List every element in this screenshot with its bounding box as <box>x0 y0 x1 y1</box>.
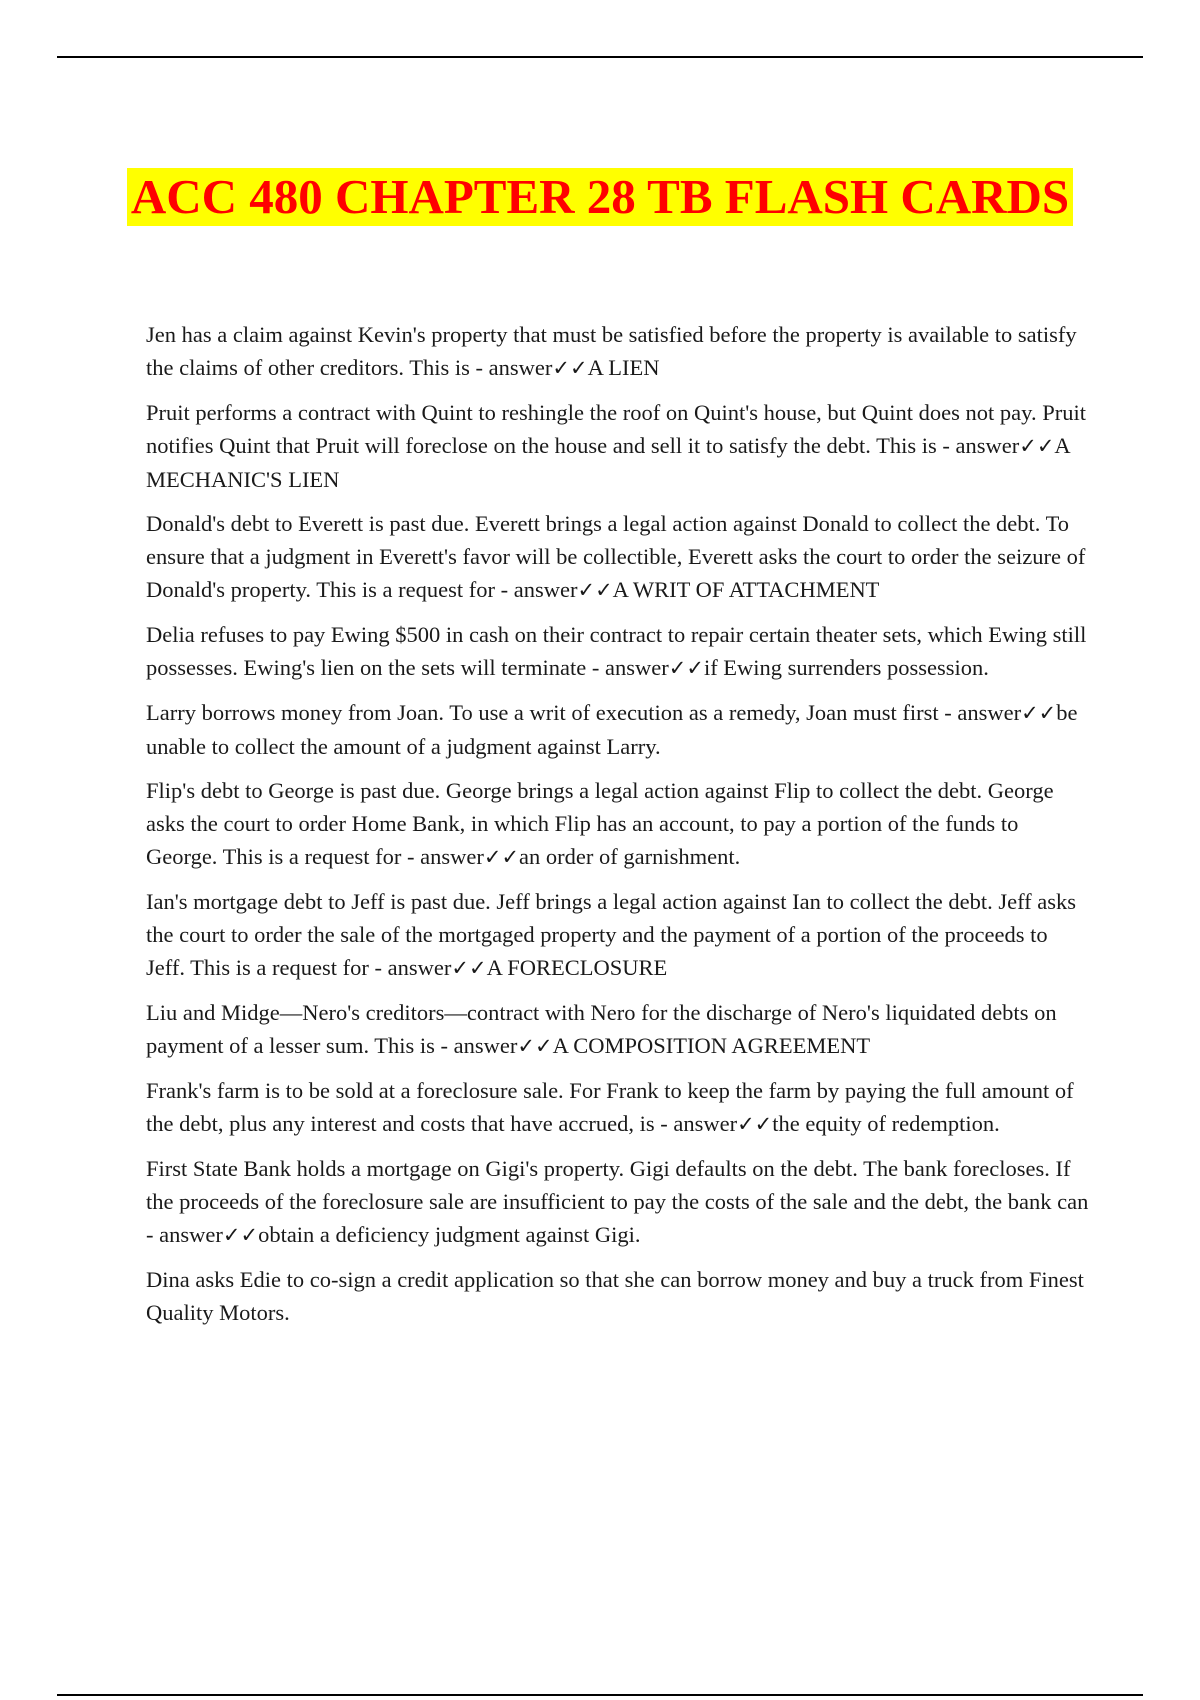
card-question: First State Bank holds a mortgage on Gigi's property. Gigi defaults on the debt. The bank forecloses. If the proceeds of the foreclosure sale are insufficient to pay the costs of the sale and the debt, the bank can - <box>146 1156 1089 1247</box>
double-check-icon: ✓✓ <box>668 656 704 680</box>
answer-prefix: answer <box>159 1222 223 1247</box>
flash-card <box>146 1152 1090 1252</box>
card-question: Frank's farm is to be sold at a foreclosure sale. For Frank to keep the farm by paying the full amount of the debt, plus any interest and costs that have accrued, is - <box>146 1078 1074 1136</box>
card-question: Flip's debt to George is past due. George brings a legal action against Flip to collect the debt. George asks the court to order Home Bank, in which Flip has an account, to pay a portion of the funds to George. This is a request for - <box>146 778 1054 869</box>
flash-card-list <box>146 318 1090 1340</box>
double-check-icon: ✓✓ <box>517 1034 553 1058</box>
answer-prefix: answer <box>420 844 484 869</box>
double-check-icon: ✓✓ <box>577 578 613 602</box>
card-question: Dina asks Edie to co-sign a credit application so that she can borrow money and buy a truck from Finest Quality Motors. <box>146 1267 1084 1325</box>
card-question: Ian's mortgage debt to Jeff is past due. Jeff brings a legal action against Ian to collect the debt. Jeff asks the court to order the sale of the mortgaged property and the payment of a portion of the proceeds to Jeff. This is a request for - <box>146 889 1077 980</box>
card-answer: A LIEN <box>587 355 660 380</box>
card-question: Liu and Midge—Nero's creditors—contract with Nero for the discharge of Nero's liquidated debts on payment of a lesser sum. This is - <box>146 1000 1057 1058</box>
flash-card <box>146 885 1090 985</box>
double-check-icon: ✓✓ <box>222 1223 259 1247</box>
top-rule <box>57 56 1143 58</box>
card-answer: an order of garnishment. <box>519 844 741 869</box>
double-check-icon: ✓✓ <box>1021 701 1057 725</box>
card-answer: if Ewing surrenders possession. <box>703 655 989 680</box>
answer-prefix: answer <box>957 700 1022 725</box>
card-answer: A MECHANIC'S LIEN <box>146 433 1070 492</box>
bottom-rule <box>57 1694 1143 1696</box>
flash-card <box>146 1074 1090 1141</box>
flash-card <box>146 1263 1090 1329</box>
card-answer: A COMPOSITION AGREEMENT <box>552 1033 871 1058</box>
answer-prefix: answer <box>955 433 1020 458</box>
title-block <box>0 168 1200 226</box>
card-answer: the equity of redemption. <box>772 1111 1000 1136</box>
answer-prefix: answer <box>488 355 553 380</box>
flash-card <box>146 507 1090 607</box>
double-check-icon: ✓✓ <box>737 1112 773 1136</box>
flash-card <box>146 774 1090 874</box>
card-answer: A FORECLOSURE <box>486 955 668 980</box>
card-question: Larry borrows money from Joan. To use a writ of execution as a remedy, Joan must first - <box>146 700 952 725</box>
answer-prefix: answer <box>387 955 452 980</box>
double-check-icon: ✓✓ <box>552 356 588 380</box>
answer-prefix: answer <box>673 1111 738 1136</box>
card-answer: be unable to collect the amount of a judgment against Larry. <box>146 700 1078 759</box>
double-check-icon: ✓✓ <box>483 845 520 869</box>
flash-card <box>146 696 1090 763</box>
answer-prefix: answer <box>605 655 669 680</box>
double-check-icon: ✓✓ <box>451 956 487 980</box>
answer-prefix: answer <box>453 1033 518 1058</box>
card-question: Donald's debt to Everett is past due. Everett brings a legal action against Donald to collect the debt. To ensure that a judgment in Everett's favor will be collectible, Everett asks the court to order the seizure of Donald's property. This is a request for - <box>146 511 1086 602</box>
flash-card <box>146 618 1090 685</box>
card-answer: obtain a deficiency judgment against Gigi. <box>258 1222 641 1247</box>
card-question: Jen has a claim against Kevin's property that must be satisfied before the property is available to satisfy the claims of other creditors. This is - <box>146 322 1077 380</box>
card-question: Pruit performs a contract with Quint to reshingle the roof on Quint's house, but Quint does not pay. Pruit notifies Quint that Pruit will foreclose on the house and sell it to satisfy the debt. This is - <box>146 400 1086 458</box>
answer-prefix: answer <box>513 577 578 602</box>
double-check-icon: ✓✓ <box>1019 434 1055 458</box>
flash-card <box>146 996 1090 1063</box>
flash-card <box>146 396 1090 496</box>
card-answer: A WRIT OF ATTACHMENT <box>612 577 880 602</box>
flash-card <box>146 318 1090 385</box>
card-question: Delia refuses to pay Ewing $500 in cash on their contract to repair certain theater sets, which Ewing still possesses. Ewing's lien on the sets will terminate - <box>146 622 1087 680</box>
document-title: ACC 480 CHAPTER 28 TB FLASH CARDS <box>127 168 1073 226</box>
